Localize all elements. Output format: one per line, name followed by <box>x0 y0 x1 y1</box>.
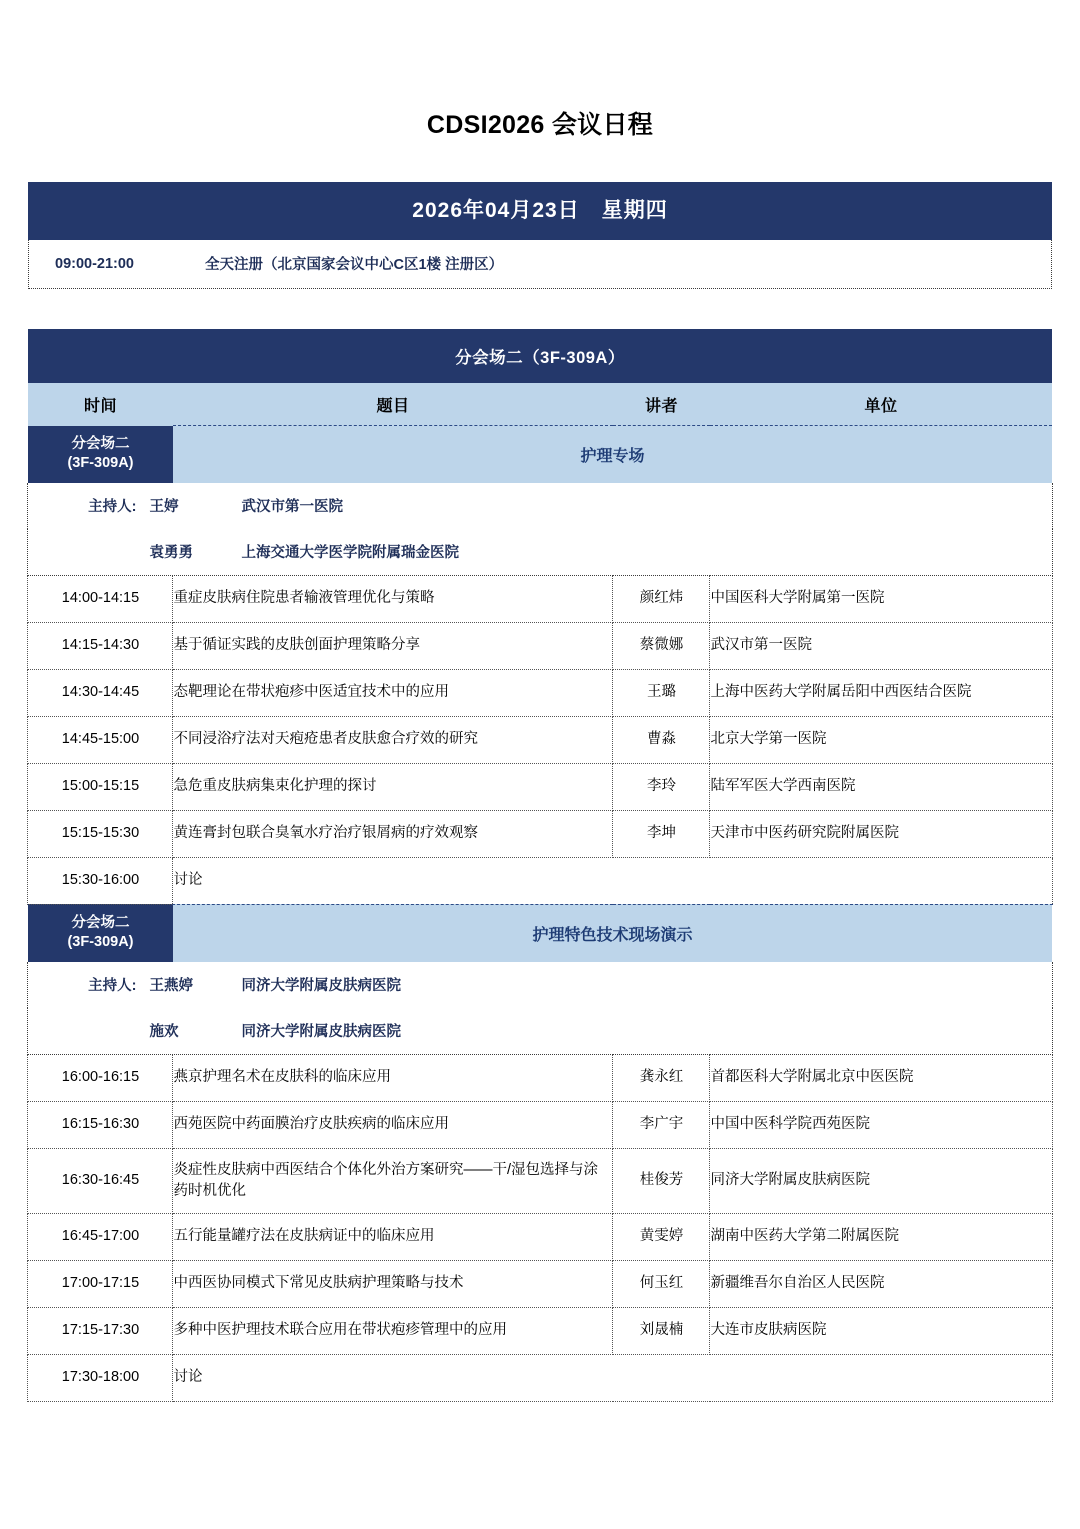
chair-org: 上海交通大学医学院附属瑞金医院 <box>241 545 459 562</box>
row-speaker: 王璐 <box>613 669 710 716</box>
col-header-time: 时间 <box>28 383 173 426</box>
row-title: 讨论 <box>173 857 1052 904</box>
chair-row <box>28 483 1052 529</box>
row-org: 陆军军医大学西南医院 <box>710 763 1052 810</box>
row-org: 上海中医药大学附属岳阳中西医结合医院 <box>710 669 1052 716</box>
chair-line <box>28 1008 1051 1054</box>
row-time: 14:30-14:45 <box>28 669 173 716</box>
chair-row <box>28 962 1052 1008</box>
row-time: 16:30-16:45 <box>28 1148 173 1213</box>
row-title: 燕京护理名术在皮肤科的临床应用 <box>173 1054 613 1101</box>
row-speaker: 颜红炜 <box>613 575 710 622</box>
topic-title: 护理专场 <box>173 426 1052 483</box>
chair-name: 王燕婷 <box>149 978 193 995</box>
column-header-row <box>28 383 1052 426</box>
registration-time: 09:00-21:00 <box>55 255 134 272</box>
row-time: 17:00-17:15 <box>28 1260 173 1307</box>
row-time: 16:15-16:30 <box>28 1101 173 1148</box>
row-speaker: 龚永红 <box>613 1054 710 1101</box>
row-speaker: 蔡微娜 <box>613 622 710 669</box>
table-row <box>28 810 1052 857</box>
table-row <box>28 1260 1052 1307</box>
track-label-line1: 分会场二 <box>71 914 130 931</box>
row-org: 同济大学附属皮肤病医院 <box>710 1148 1052 1213</box>
row-title: 多种中医护理技术联合应用在带状疱疹管理中的应用 <box>173 1307 613 1354</box>
row-title: 炎症性皮肤病中西医结合个体化外治方案研究——干/湿包选择与涂药时机优化 <box>173 1148 613 1213</box>
topic-title: 护理特色技术现场演示 <box>173 904 1052 962</box>
row-speaker: 李坤 <box>613 810 710 857</box>
session-block <box>0 329 1080 1402</box>
row-time: 16:00-16:15 <box>28 1054 173 1101</box>
row-org: 中国医科大学附属第一医院 <box>710 575 1052 622</box>
row-org: 中国中医科学院西苑医院 <box>710 1101 1052 1148</box>
row-title: 不同浸浴疗法对天疱疮患者皮肤愈合疗效的研究 <box>173 716 613 763</box>
row-speaker: 刘晟楠 <box>613 1307 710 1354</box>
row-speaker: 李广宇 <box>613 1101 710 1148</box>
chair-name: 施欢 <box>149 1024 179 1041</box>
row-title: 五行能量罐疗法在皮肤病证中的临床应用 <box>173 1213 613 1260</box>
table-row <box>28 1354 1052 1401</box>
row-title: 重症皮肤病住院患者输液管理优化与策略 <box>173 575 613 622</box>
col-header-org: 单位 <box>710 383 1052 426</box>
chair-name: 袁勇勇 <box>149 545 193 562</box>
table-row <box>28 857 1052 904</box>
table-row <box>28 1307 1052 1354</box>
row-speaker: 黄雯婷 <box>613 1213 710 1260</box>
row-org: 北京大学第一医院 <box>710 716 1052 763</box>
session-table <box>27 329 1052 1402</box>
track-label-line2: (3F-309A) <box>67 934 134 951</box>
chair-label: 主持人: <box>88 499 137 516</box>
chair-name: 王婷 <box>149 499 179 516</box>
row-time: 16:45-17:00 <box>28 1213 173 1260</box>
registration-text: 全天注册（北京国家会议中心C区1楼 注册区） <box>205 257 504 274</box>
row-time: 14:15-14:30 <box>28 622 173 669</box>
row-title: 急危重皮肤病集束化护理的探讨 <box>173 763 613 810</box>
chair-line <box>28 483 1051 529</box>
table-row <box>28 1054 1052 1101</box>
row-speaker: 李玲 <box>613 763 710 810</box>
row-org: 湖南中医药大学第二附属医院 <box>710 1213 1052 1260</box>
row-time: 14:45-15:00 <box>28 716 173 763</box>
row-title: 中西医协同模式下常见皮肤病护理策略与技术 <box>173 1260 613 1307</box>
row-org: 新疆维吾尔自治区人民医院 <box>710 1260 1052 1307</box>
chair-org: 武汉市第一医院 <box>241 499 343 516</box>
chair-row <box>28 529 1052 576</box>
row-speaker: 曹淼 <box>613 716 710 763</box>
chair-row <box>28 1008 1052 1055</box>
col-header-speaker: 讲者 <box>613 383 710 426</box>
track-label <box>28 904 173 962</box>
row-time: 15:00-15:15 <box>28 763 173 810</box>
row-time: 15:30-16:00 <box>28 857 173 904</box>
table-row <box>28 669 1052 716</box>
chair-line <box>28 962 1051 1008</box>
venue-banner: 分会场二（3F-309A） <box>28 329 1052 383</box>
table-row <box>28 716 1052 763</box>
topic-row <box>28 426 1052 483</box>
day-banner: 2026年04月23日 星期四 <box>28 182 1052 240</box>
row-title: 讨论 <box>173 1354 1052 1401</box>
table-row <box>28 1213 1052 1260</box>
row-title: 态靶理论在带状疱疹中医适宜技术中的应用 <box>173 669 613 716</box>
chair-label: 主持人: <box>88 978 137 995</box>
row-org: 天津市中医药研究院附属医院 <box>710 810 1052 857</box>
row-speaker: 何玉红 <box>613 1260 710 1307</box>
registration-row <box>28 240 1052 289</box>
row-title: 黄连膏封包联合臭氧水疗治疗银屑病的疗效观察 <box>173 810 613 857</box>
table-row <box>28 1148 1052 1213</box>
venue-banner-row <box>28 329 1052 383</box>
page-title: CDSI2026 会议日程 <box>426 111 654 139</box>
chair-org: 同济大学附属皮肤病医院 <box>241 978 401 995</box>
row-time: 17:15-17:30 <box>28 1307 173 1354</box>
table-row <box>28 763 1052 810</box>
row-title: 西苑医院中药面膜治疗皮肤疾病的临床应用 <box>173 1101 613 1148</box>
chair-org: 同济大学附属皮肤病医院 <box>241 1024 401 1041</box>
day-block <box>0 182 1080 289</box>
row-org: 武汉市第一医院 <box>710 622 1052 669</box>
row-time: 15:15-15:30 <box>28 810 173 857</box>
topic-row <box>28 904 1052 962</box>
table-row <box>28 622 1052 669</box>
row-title: 基于循证实践的皮肤创面护理策略分享 <box>173 622 613 669</box>
track-label-line1: 分会场二 <box>71 435 130 452</box>
col-header-title: 题目 <box>173 383 613 426</box>
track-label-line2: (3F-309A) <box>67 455 134 472</box>
row-org: 首都医科大学附属北京中医医院 <box>710 1054 1052 1101</box>
row-org: 大连市皮肤病医院 <box>710 1307 1052 1354</box>
row-time: 14:00-14:15 <box>28 575 173 622</box>
table-row <box>28 575 1052 622</box>
row-time: 17:30-18:00 <box>28 1354 173 1401</box>
chair-line <box>28 529 1051 575</box>
track-label <box>28 426 173 483</box>
row-speaker: 桂俊芳 <box>613 1148 710 1213</box>
table-row <box>28 1101 1052 1148</box>
